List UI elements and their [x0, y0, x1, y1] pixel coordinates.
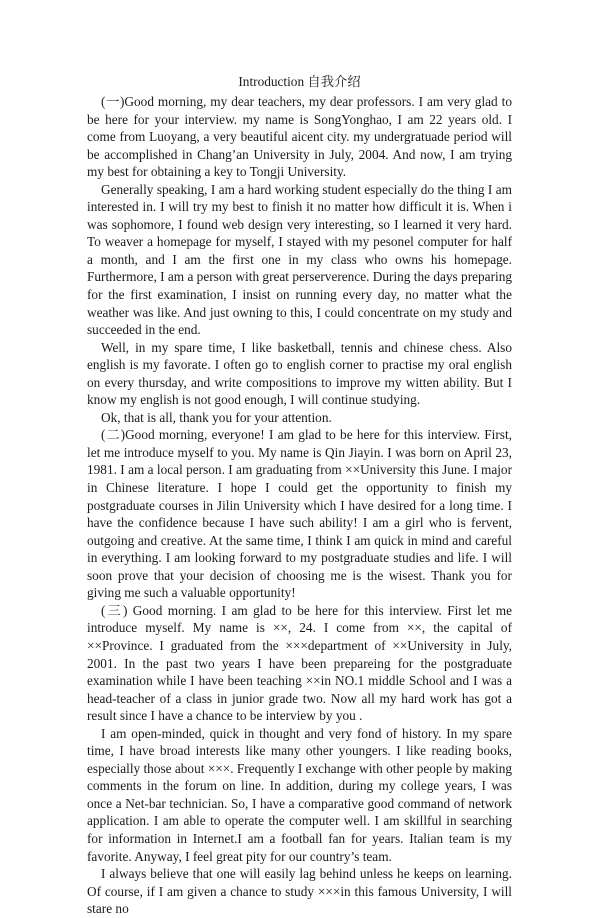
paragraph-intro-three: (三) Good morning. I am glad to be here for this interview. First let me introduce myself. My name is ××, 24. I come from ××, the capital of ××Province. I graduated from the ×××department of ××University in July, 2001. In the past two years I have been prepareing for the postgraduate examination while I have been teaching ××in NO.1 middle School and I was a head-teacher of a class in junior grade two. Now all my hard work has got a result since I have a chance to be interview by you . — [87, 602, 512, 724]
paragraph-closing: Ok, that is all, thank you for your attention. — [101, 409, 332, 425]
paragraph-working-student: Generally speaking, I am a hard working student especially do the thing I am interested in. I will try my best to finish it no matter how difficult it is. When i was sophomore, I found web design very interesting, so I learned it very hard. To weaver a homepage for myself, I stayed with my pesonel computer for half a month, and I am the first one in my class who owns his homepage. Furthermore, I am a person with great perserverence. During the days preparing for the first examination, I insist on running every day, no matter what the weather was like. And just owning to this, I could concentrate on my study and succeeded in the end. — [87, 181, 512, 338]
paragraph-intro-two: (二)Good morning, everyone! I am glad to be here for this interview. First, let me introduce myself to you. My name is Qin Jiayin. I was born on April 23, 1981. I am a local person. I am graduating from ××University this June. I major in Chinese literature. I hope I could get the opportunity to finish my postgraduate courses in Jilin University which I have desired for a long time. I have the confidence because I have such ability! I am a girl who is fervent, outgoing and creative. At the same time, I think I am quick in mind and careful in everything. I am looking forward to my postgraduate studies and life. I will soon prove that your decision of choosing me is the wisest. Thank you for giving me such a valuable opportunity! — [87, 427, 512, 601]
paragraph-open-minded: I am open-minded, quick in thought and very fond of history. In my spare time, I have broad interests like many other youngers. I like reading books, especially those about ×××. Frequently I exchange with other people by making comments in the forum on line. In addition, during my college years, I was once a Net-bar technician. So, I have a comparative good command of network application. I am able to operate the computer well. I am skillful in searching for information in Internet.I am a football fan for years. Italian team is my favorite. Anyway, I feel great pity for our country’s team. — [87, 725, 512, 864]
paragraph-always-believe: I always believe that one will easily lag behind unless he keeps on learning. Of course, if I am given a chance to study ×××in this famous University, I will stare no — [87, 866, 512, 917]
paragraph-spare-time: Well, in my spare time, I like basketball, tennis and chinese chess. Also english is my favorate. I often go to english corner to practise my oral english on every thursday, and write compositions to improve my witten ability. But I know my english is not good enough, I will continue studying. — [87, 339, 512, 408]
document-title: Introduction 自我介绍 — [238, 74, 361, 89]
paragraph-intro-one: (一)Good morning, my dear teachers, my dear professors. I am very glad to be here for your interview. my name is SongYonghao, I am 22 years old. I come from Luoyang, a very beautiful aicent city. my undergratuade period will be accomplished in Chang’an University in July, 2004. And now, I am trying my best for obtaining a key to Tongji University. — [87, 94, 512, 180]
